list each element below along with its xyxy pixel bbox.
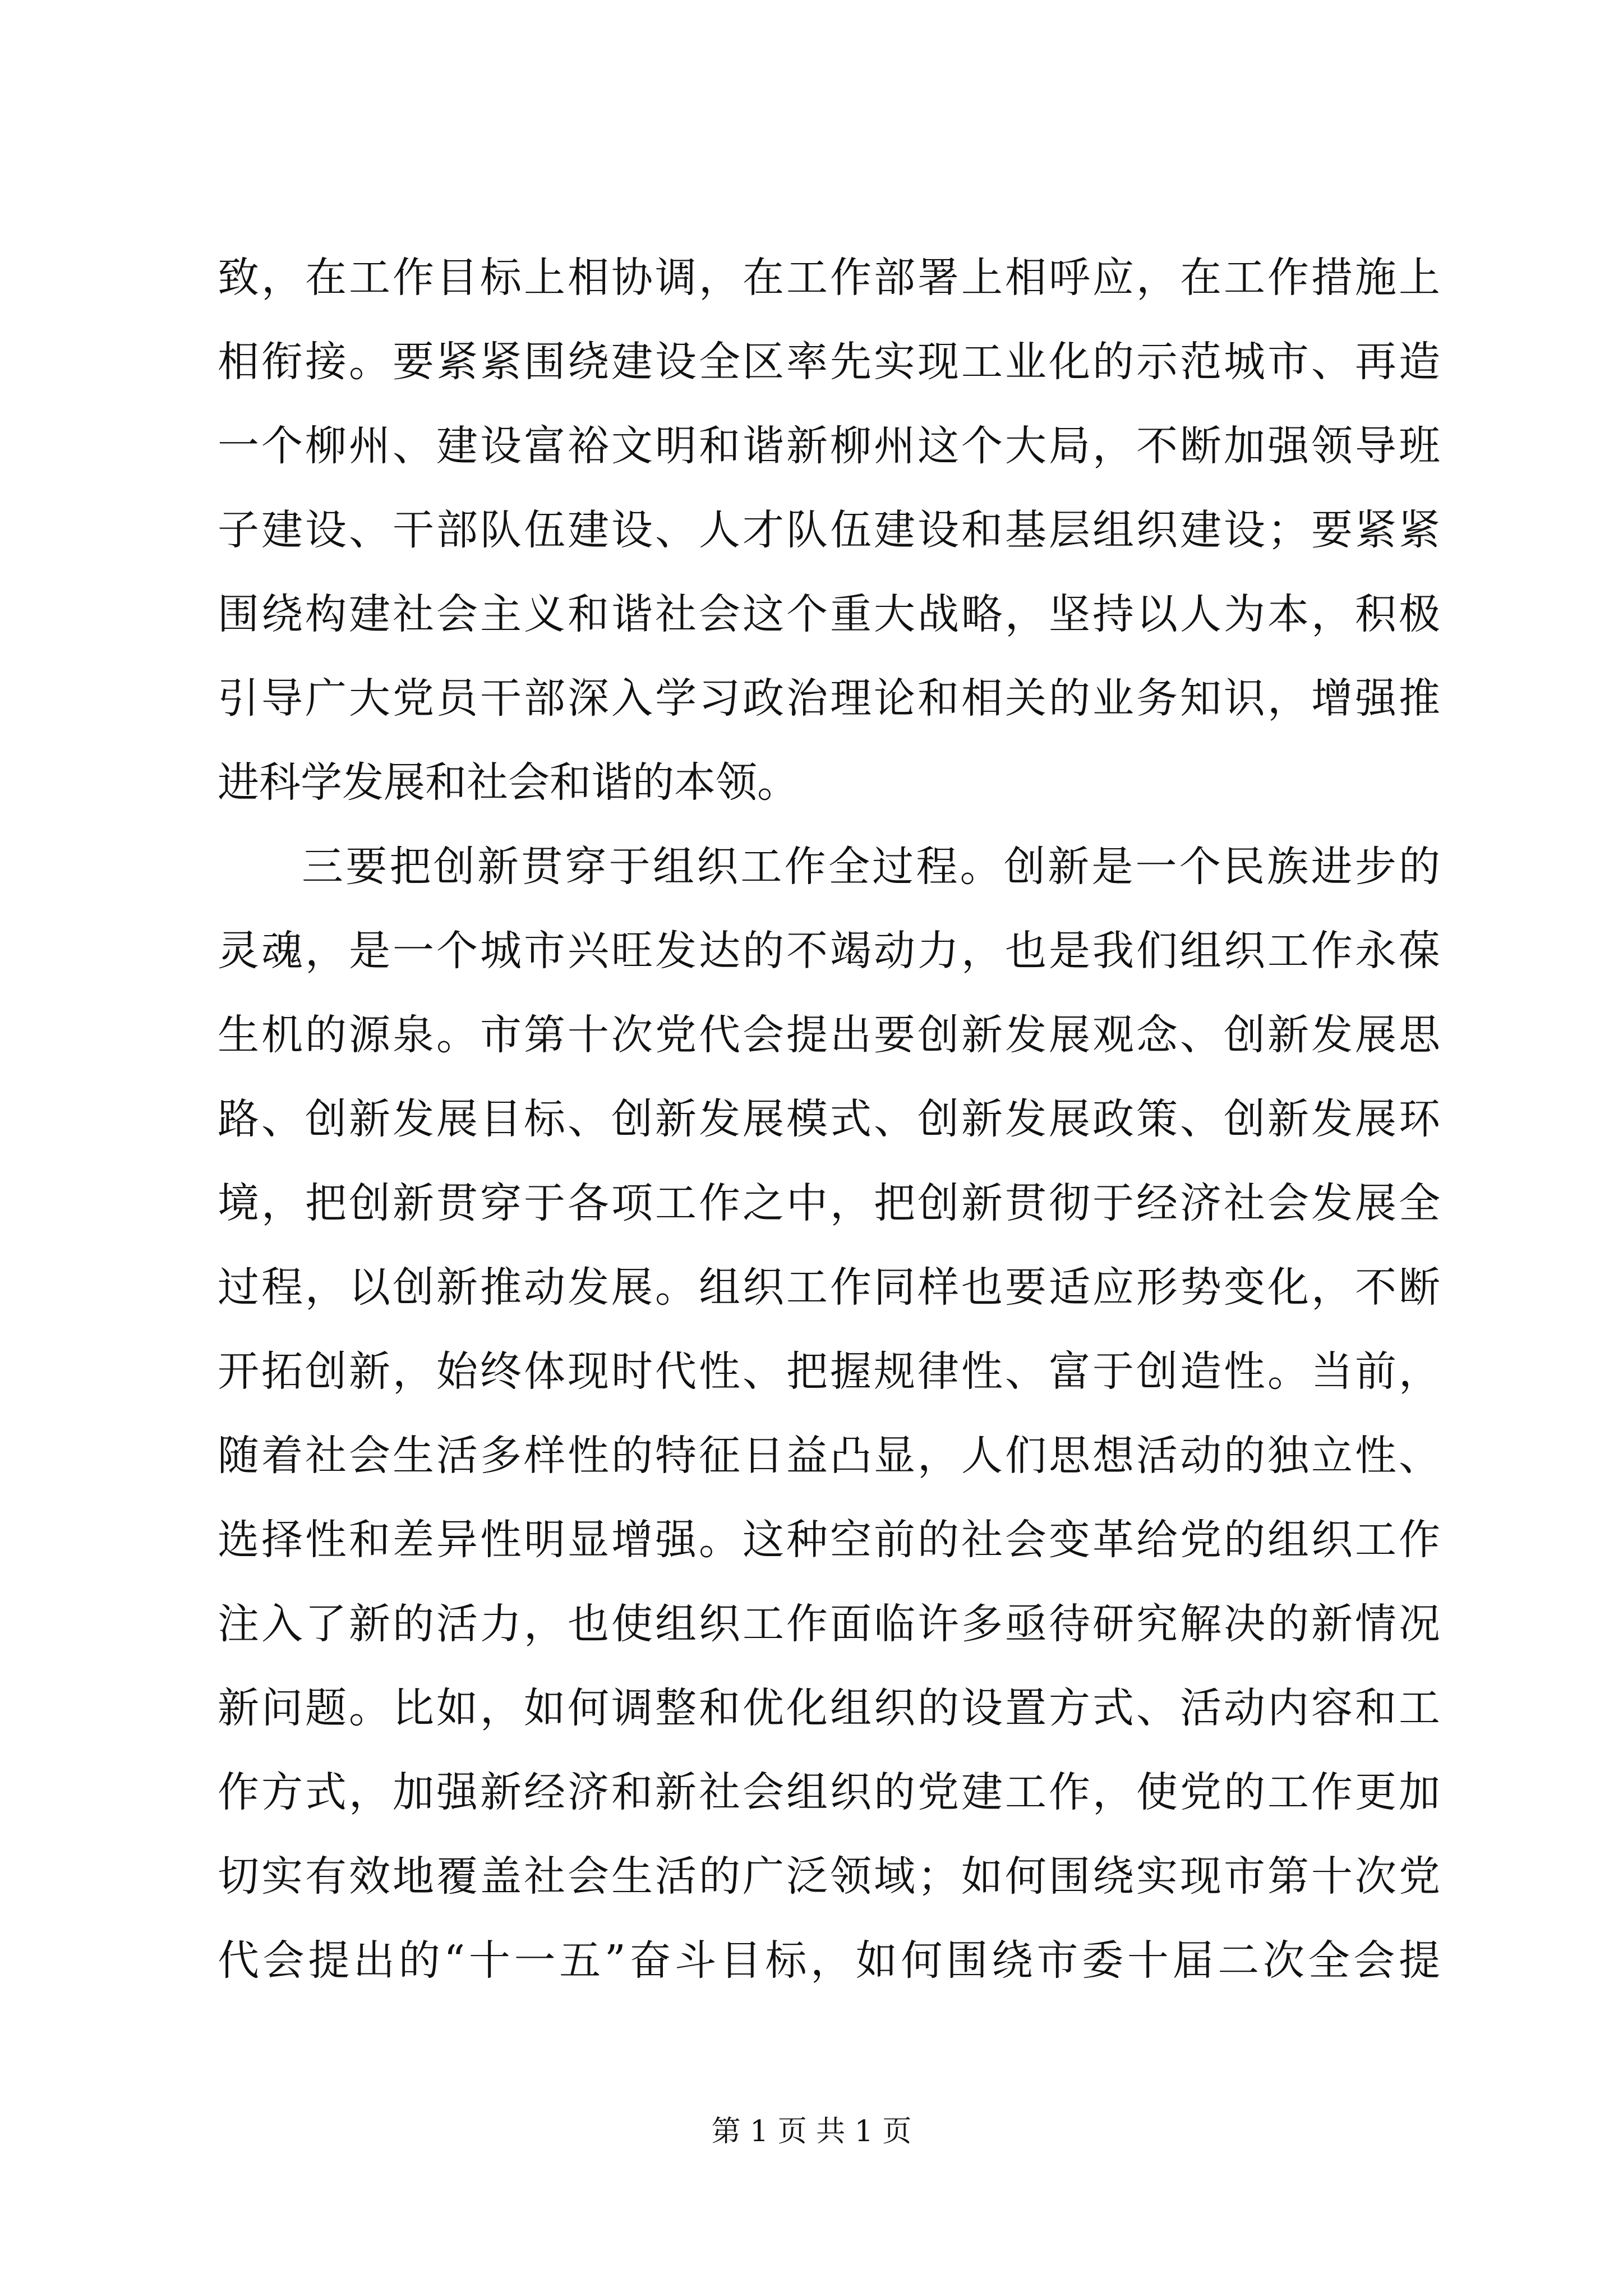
paragraph-1-line: 围绕构建社会主义和谐社会这个重大战略，坚持以人为本，积极 xyxy=(218,590,1440,638)
paragraph-2-line: 注入了新的活力，也使组织工作面临许多亟待研究解决的新情况 xyxy=(218,1600,1440,1648)
paragraph-2-line: 路、创新发展目标、创新发展模式、创新发展政策、创新发展环 xyxy=(218,1095,1440,1143)
paragraph-1-line: 一个柳州、建设富裕文明和谐新柳州这个大局，不断加强领导班 xyxy=(218,422,1440,470)
paragraph-2-line: 新问题。比如，如何调整和优化组织的设置方式、活动内容和工 xyxy=(218,1684,1440,1732)
paragraph-2-line: 生机的源泉。市第十次党代会提出要创新发展观念、创新发展思 xyxy=(218,1011,1440,1059)
paragraph-1-line: 进科学发展和社会和谐的本领。 xyxy=(218,758,799,807)
paragraph-1-line: 引导广大党员干部深入学习政治理论和相关的业务知识，增强推 xyxy=(218,674,1440,723)
paragraph-2-line: 灵魂，是一个城市兴旺发达的不竭动力，也是我们组织工作永葆 xyxy=(218,927,1440,975)
paragraph-2-line: 选择性和差异性明显增强。这种空前的社会变革给党的组织工作 xyxy=(218,1516,1440,1564)
paragraph-1-line: 致，在工作目标上相协调，在工作部署上相呼应，在工作措施上 xyxy=(218,254,1440,302)
paragraph-2-line: 代会提出的“十一五”奋斗目标，如何围绕市委十届二次全会提 xyxy=(218,1936,1440,1985)
paragraph-2-line: 过程，以创新推动发展。组织工作同样也要适应形势变化，不断 xyxy=(218,1263,1440,1312)
paragraph-2-line: 开拓创新，始终体现时代性、把握规律性、富于创造性。当前， xyxy=(218,1347,1440,1396)
paragraph-1-line: 相衔接。要紧紧围绕建设全区率先实现工业化的示范城市、再造 xyxy=(218,338,1440,386)
paragraph-2-line: 三要把创新贯穿于组织工作全过程。创新是一个民族进步的 xyxy=(302,843,1440,891)
page-number-footer: 第 1 页 共 1 页 xyxy=(711,2115,912,2148)
paragraph-2-line: 随着社会生活多样性的特征日益凸显，人们思想活动的独立性、 xyxy=(218,1432,1440,1480)
paragraph-1-line: 子建设、干部队伍建设、人才队伍建设和基层组织建设；要紧紧 xyxy=(218,506,1440,554)
paragraph-2-line: 作方式，加强新经济和新社会组织的党建工作，使党的工作更加 xyxy=(218,1768,1440,1816)
paragraph-2-line: 境，把创新贯穿于各项工作之中，把创新贯彻于经济社会发展全 xyxy=(218,1179,1440,1227)
paragraph-2-line: 切实有效地覆盖社会生活的广泛领域；如何围绕实现市第十次党 xyxy=(218,1852,1440,1901)
